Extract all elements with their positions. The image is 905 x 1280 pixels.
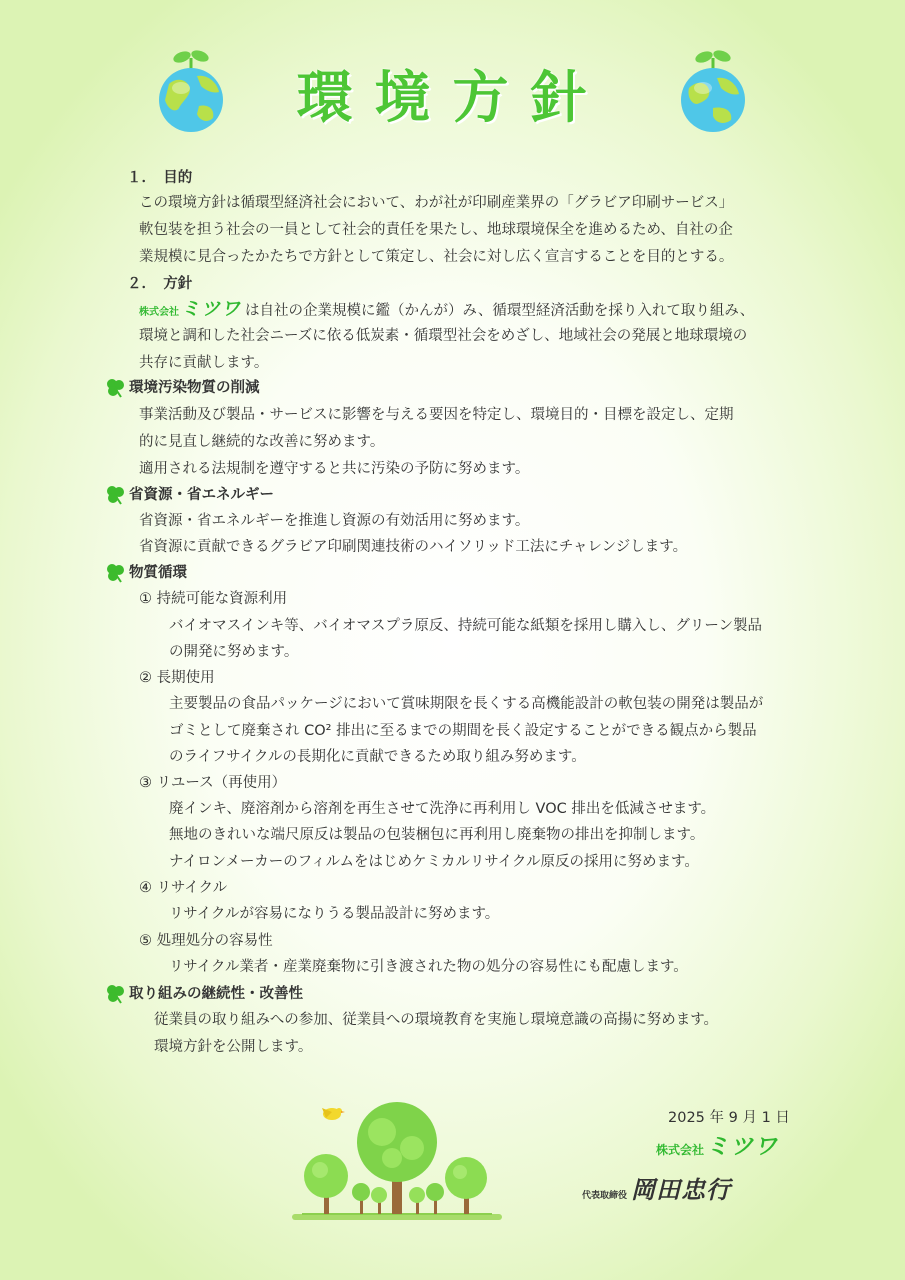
subheading-label: 取り組みの継続性・改善性 (129, 986, 303, 1002)
subheading-circulation (104, 562, 187, 584)
text-line: 主要製品の食品パッケージにおいて賞味期限を長くする高機能設計の軟包装の開発は製品が (169, 696, 764, 712)
text-line: ゴミとして廃棄され CO² 排出に至るまでの期間を長く設定することができる観点から製品 (169, 723, 757, 739)
subheading-label: 環境汚染物質の削減 (129, 380, 260, 396)
text-line: 環境方針を公開します。 (154, 1039, 313, 1055)
brand-prefix: 株式会社 (139, 307, 179, 318)
subheading-resources (104, 484, 274, 506)
clover-icon (104, 983, 126, 1005)
text-line: のライフサイクルの長期化に貢献できるため取り組み努めます。 (169, 749, 586, 765)
text-line: リサイクル業者・産業廃棄物に引き渡された物の処分の容易性にも配慮します。 (169, 959, 688, 975)
text-line: の開発に努めます。 (169, 644, 299, 660)
footer-company-brand (656, 1128, 778, 1161)
text-line: 無地のきれいな端尺原反は製品の包装梱包に再利用し廃棄物の排出を抑制します。 (169, 827, 705, 843)
text-line: 省資源に貢献できるグラビア印刷関連技術のハイソリッド工法にチャレンジします。 (139, 539, 688, 555)
representative (582, 1170, 731, 1205)
text-line: ナイロンメーカーのフィルムをはじめケミカルリサイクル原反の採用に努めます。 (169, 854, 699, 870)
clover-icon (104, 562, 126, 584)
text-line: 的に見直し継続的な改善に努めます。 (139, 434, 385, 450)
issue-date: 2025 年 9 月 1 日 (668, 1110, 790, 1126)
circulation-item-label: ① 持続可能な資源利用 (139, 591, 288, 607)
text-line: リサイクルが容易になりうる製品設計に努めます。 (169, 906, 500, 922)
brand-prefix: 株式会社 (656, 1143, 705, 1157)
text-line: 環境と調和した社会ニーズに依る低炭素・循環型社会をめざし、地域社会の発展と地球環境の (139, 328, 748, 344)
brand-name: ミツワ (706, 1134, 779, 1160)
circulation-item-label: ③ リユース（再使用） (139, 775, 287, 791)
text-line: バイオマスインキ等、バイオマスプラ原反、持続可能な紙類を採用し購入し、グリーン製品 (169, 618, 763, 634)
section-heading-purpose: １． 目的 (127, 170, 193, 186)
text-line: 従業員の取り組みへの参加、従業員への環境教育を実施し環境意識の高揚に努めます。 (154, 1012, 719, 1028)
representative-role: 代表取締役 (582, 1191, 628, 1201)
subheading-label: 省資源・省エネルギー (129, 487, 274, 503)
policy-first-line (139, 299, 754, 323)
clover-icon (104, 484, 126, 506)
subheading-pollution (104, 377, 260, 399)
subheading-continuity (104, 983, 303, 1005)
text-line: 軟包装を担う社会の一員として社会的責任を果たし、地球環境保全を進めるため、自社の企 (139, 222, 733, 238)
circulation-item-label: ⑤ 処理処分の容易性 (139, 933, 273, 949)
text-line: 適用される法規制を遵守すると共に汚染の予防に努めます。 (139, 461, 530, 477)
text-line: 共存に貢献します。 (139, 355, 269, 371)
text-line: 省資源・省エネルギーを推進し資源の有効活用に努めます。 (139, 513, 530, 529)
text-line: この環境方針は循環型経済社会において、わが社が印刷産業界の「グラビア印刷サービス」 (139, 195, 734, 211)
text-line: 廃インキ、廃溶剤から溶剤を再生させて洗浄に再利用し VOC 排出を低減させます。 (169, 801, 716, 817)
text-line: 事業活動及び製品・サービスに影響を与える要因を特定し、環境目的・目標を設定し、定期 (139, 407, 734, 423)
text-line: 業規模に見合ったかたちで方針として策定し、社会に対し広く宣言することを目的とする。 (139, 249, 734, 265)
section-heading-policy: ２． 方針 (127, 276, 193, 292)
text-line: は自社の企業規模に鑑（かんが）み、循環型経済活動を採り入れて取り組み、 (245, 303, 755, 319)
clover-icon (104, 377, 126, 399)
brand-name: ミツワ (181, 298, 242, 320)
trees-illustration (292, 1098, 502, 1226)
subheading-label: 物質循環 (129, 565, 187, 581)
bird-icon (322, 1108, 345, 1120)
circulation-item-label: ④ リサイクル (139, 880, 228, 896)
company-brand (139, 299, 241, 323)
page-title: 環境方針 (296, 66, 609, 131)
representative-signature: 岡田忠行 (631, 1175, 732, 1204)
circulation-item-label: ② 長期使用 (139, 670, 215, 686)
